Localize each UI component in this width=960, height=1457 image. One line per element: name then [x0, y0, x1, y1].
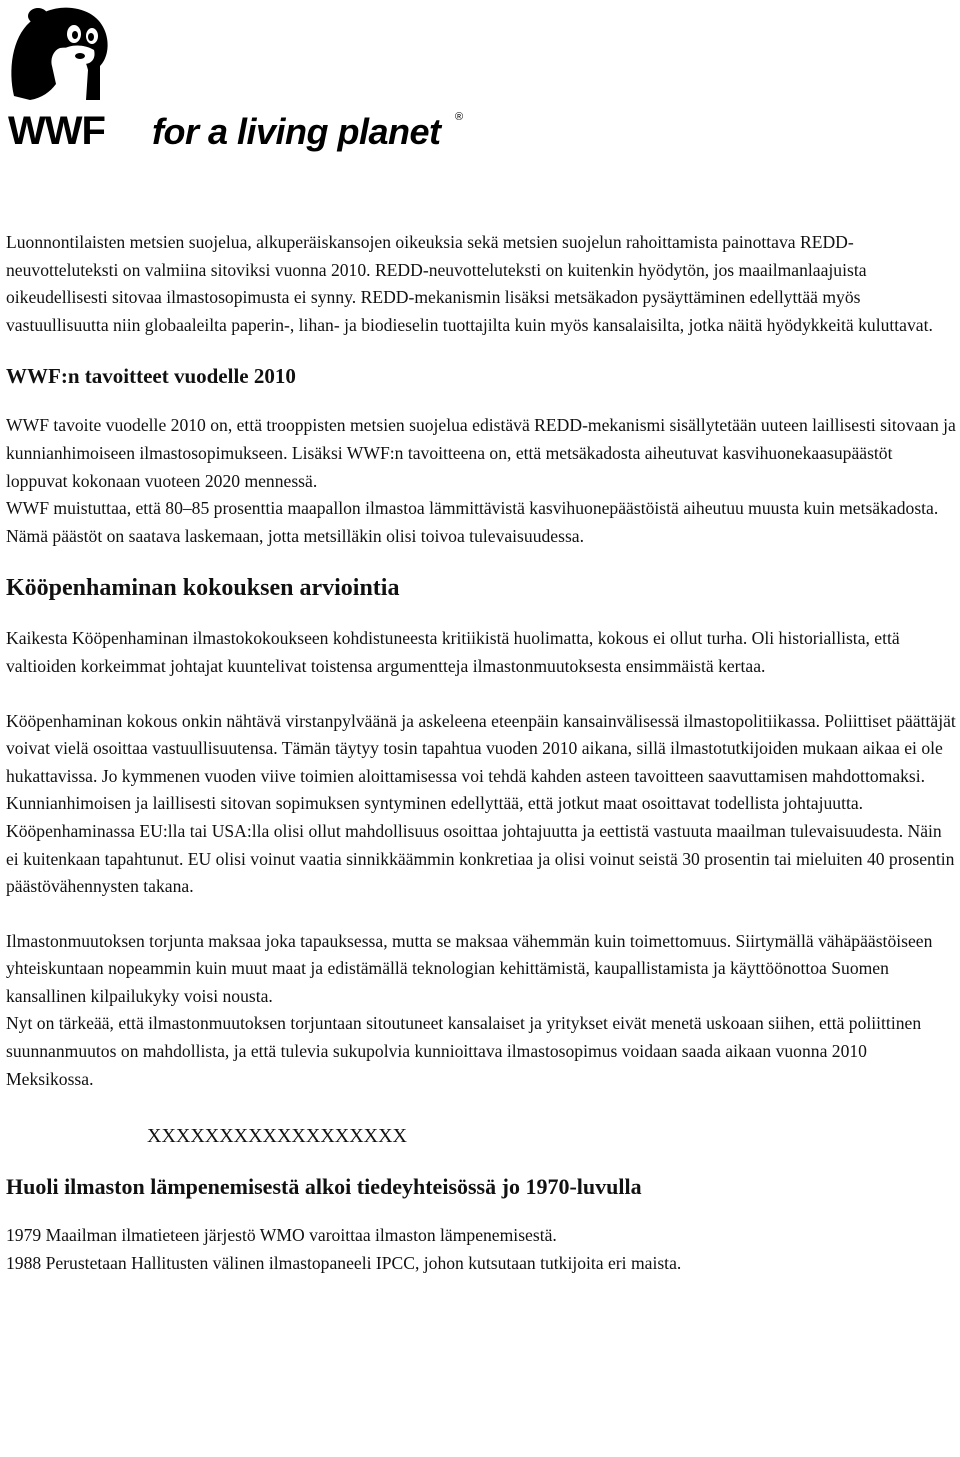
goals-paragraph-1: WWF tavoite vuodelle 2010 on, että trooppisten metsien suojelua edistävä REDD-mekanismi sisällytetään uuteen laillisesti sitovaan ja kunnianhimoiseen ilmastosopimukseen. Lisäksi WWF:n tavoitteena on, että metsäkadosta aiheutuvat kasvihuonekaasupäästöt loppuvat kokonaan vuoteen 2020 mennessä. — [6, 415, 956, 491]
logo-tagline: for a living planet — [152, 111, 441, 152]
separator-line: XXXXXXXXXXXXXXXXXX — [147, 1125, 407, 1148]
copenhagen-paragraph-3: Kunnianhimoisen ja laillisesti sitovan sopimuksen syntyminen edellyttää, että jotkut maat osoittavat todellista johtajuutta. Kööpenhaminassa EU:lla tai USA:lla olisi ollut mahdollisuus osoittaa johtajuutta ja eettistä vastuuta maailman tulevaisuudesta. Näin ei kuitenkaan tapahtunut. EU olisi voinut vaatia sinnikkäämmin konkretiaa ja olisi voinut seistä 30 prosentin tai mieluiten 40 prosentin päästövähennysten takana. — [6, 793, 955, 897]
wwf-logo — [0, 0, 470, 160]
history-item-1979: 1979 Maailman ilmatieteen järjestö WMO varoittaa ilmaston lämpenemisestä. — [6, 1225, 557, 1246]
wwf-wordmark: WWF — [8, 109, 105, 153]
cost-paragraph-2: Nyt on tärkeää, että ilmastonmuutoksen torjuntaan sitoutuneet kansalaiset ja yritykset eivät menetä uskoaan siihen, että poliittinen suunnanmuutos on mahdollista, ja että tulevia sukupolvia kunnioittava ilmastosopimus voidaan saada aikaan vuonna 2010 Meksikossa. — [6, 1013, 922, 1089]
goals-paragraph-2: WWF muistuttaa, että 80–85 prosenttia maapallon ilmastoa lämmittävistä kasvihuonepäästöistä aiheutuu muusta kuin metsäkadosta. Nämä päästöt on saatava laskemaan, jotta metsilläkin olisi toivoa tulevaisuudessa. — [6, 498, 939, 546]
copenhagen-heading: Kööpenhaminan kokouksen arviointia — [6, 575, 400, 602]
panda-logo-icon — [0, 0, 470, 160]
copenhagen-paragraph-2: Kööpenhaminan kokous onkin nähtävä virstanpylväänä ja askeleena eteenpäin kansainvälisessä ilmastopolitiikassa. Poliittiset päättäjät voivat vielä osoittaa vastuullisuutensa. Tämän täytyy tosin tapahtua vuoden 2010 aikana, sillä ilmastotutkijoiden mukaan aikaa ei ole hukattavissa. Jo kymmenen vuoden viive toimien aloittamisessa voi tehdä kahden asteen tavoitteen saavuttamisen mahdottomaksi. — [6, 710, 956, 786]
intro-paragraph: Luonnontilaisten metsien suojelua, alkuperäiskansojen oikeuksia sekä metsien suojelun rahoittamista painottava REDD-neuvotteluteksti on valmiina sitoviksi vuonna 2010. REDD-neuvotteluteksti on kuitenkin hyödytön, jos maailmanlaajuista oikeudellisesti sitovaa ilmastosopimusta ei synny. REDD-mekanismin lisäksi metsäkadon pysäyttäminen edellyttää myös vastuullisuutta niin globaaleilta paperin-, lihan- ja biodieselin tuottajilta kuin myös kansalaisilta, jotka näitä hyödykkeitä kuluttavat. — [6, 232, 933, 335]
copenhagen-paragraph-1: Kaikesta Kööpenhaminan ilmastokokoukseen kohdistuneesta kritiikistä huolimatta, kokous ei ollut turha. Oli historiallista, että valtioiden korkeimmat johtajat kuuntelivat toistensa argumentteja ilmastonmuutoksesta ensimmäistä kertaa. — [6, 628, 900, 676]
goals-heading: WWF:n tavoitteet vuodelle 2010 — [6, 364, 296, 389]
cost-paragraph-1: Ilmastonmuutoksen torjunta maksaa joka tapauksessa, mutta se maksaa vähemmän kuin toimettomuus. Siirtymällä vähäpäästöiseen yhteiskuntaan nopeammin kuin muut maat ja edistämällä teknologian kehittämistä, kaupallistamista ja käyttöönottoa Suomen kansallinen kilpailukyky voisi nousta. — [6, 930, 933, 1006]
history-heading: Huoli ilmaston lämpenemisestä alkoi tiedeyhteisössä jo 1970-luvulla — [6, 1174, 642, 1200]
registered-mark: ® — [455, 111, 464, 123]
document-body — [6, 229, 956, 1277]
history-item-1988: 1988 Perustetaan Hallitusten välinen ilmastopaneeli IPCC, johon kutsutaan tutkijoita eri maista. — [6, 1252, 682, 1273]
